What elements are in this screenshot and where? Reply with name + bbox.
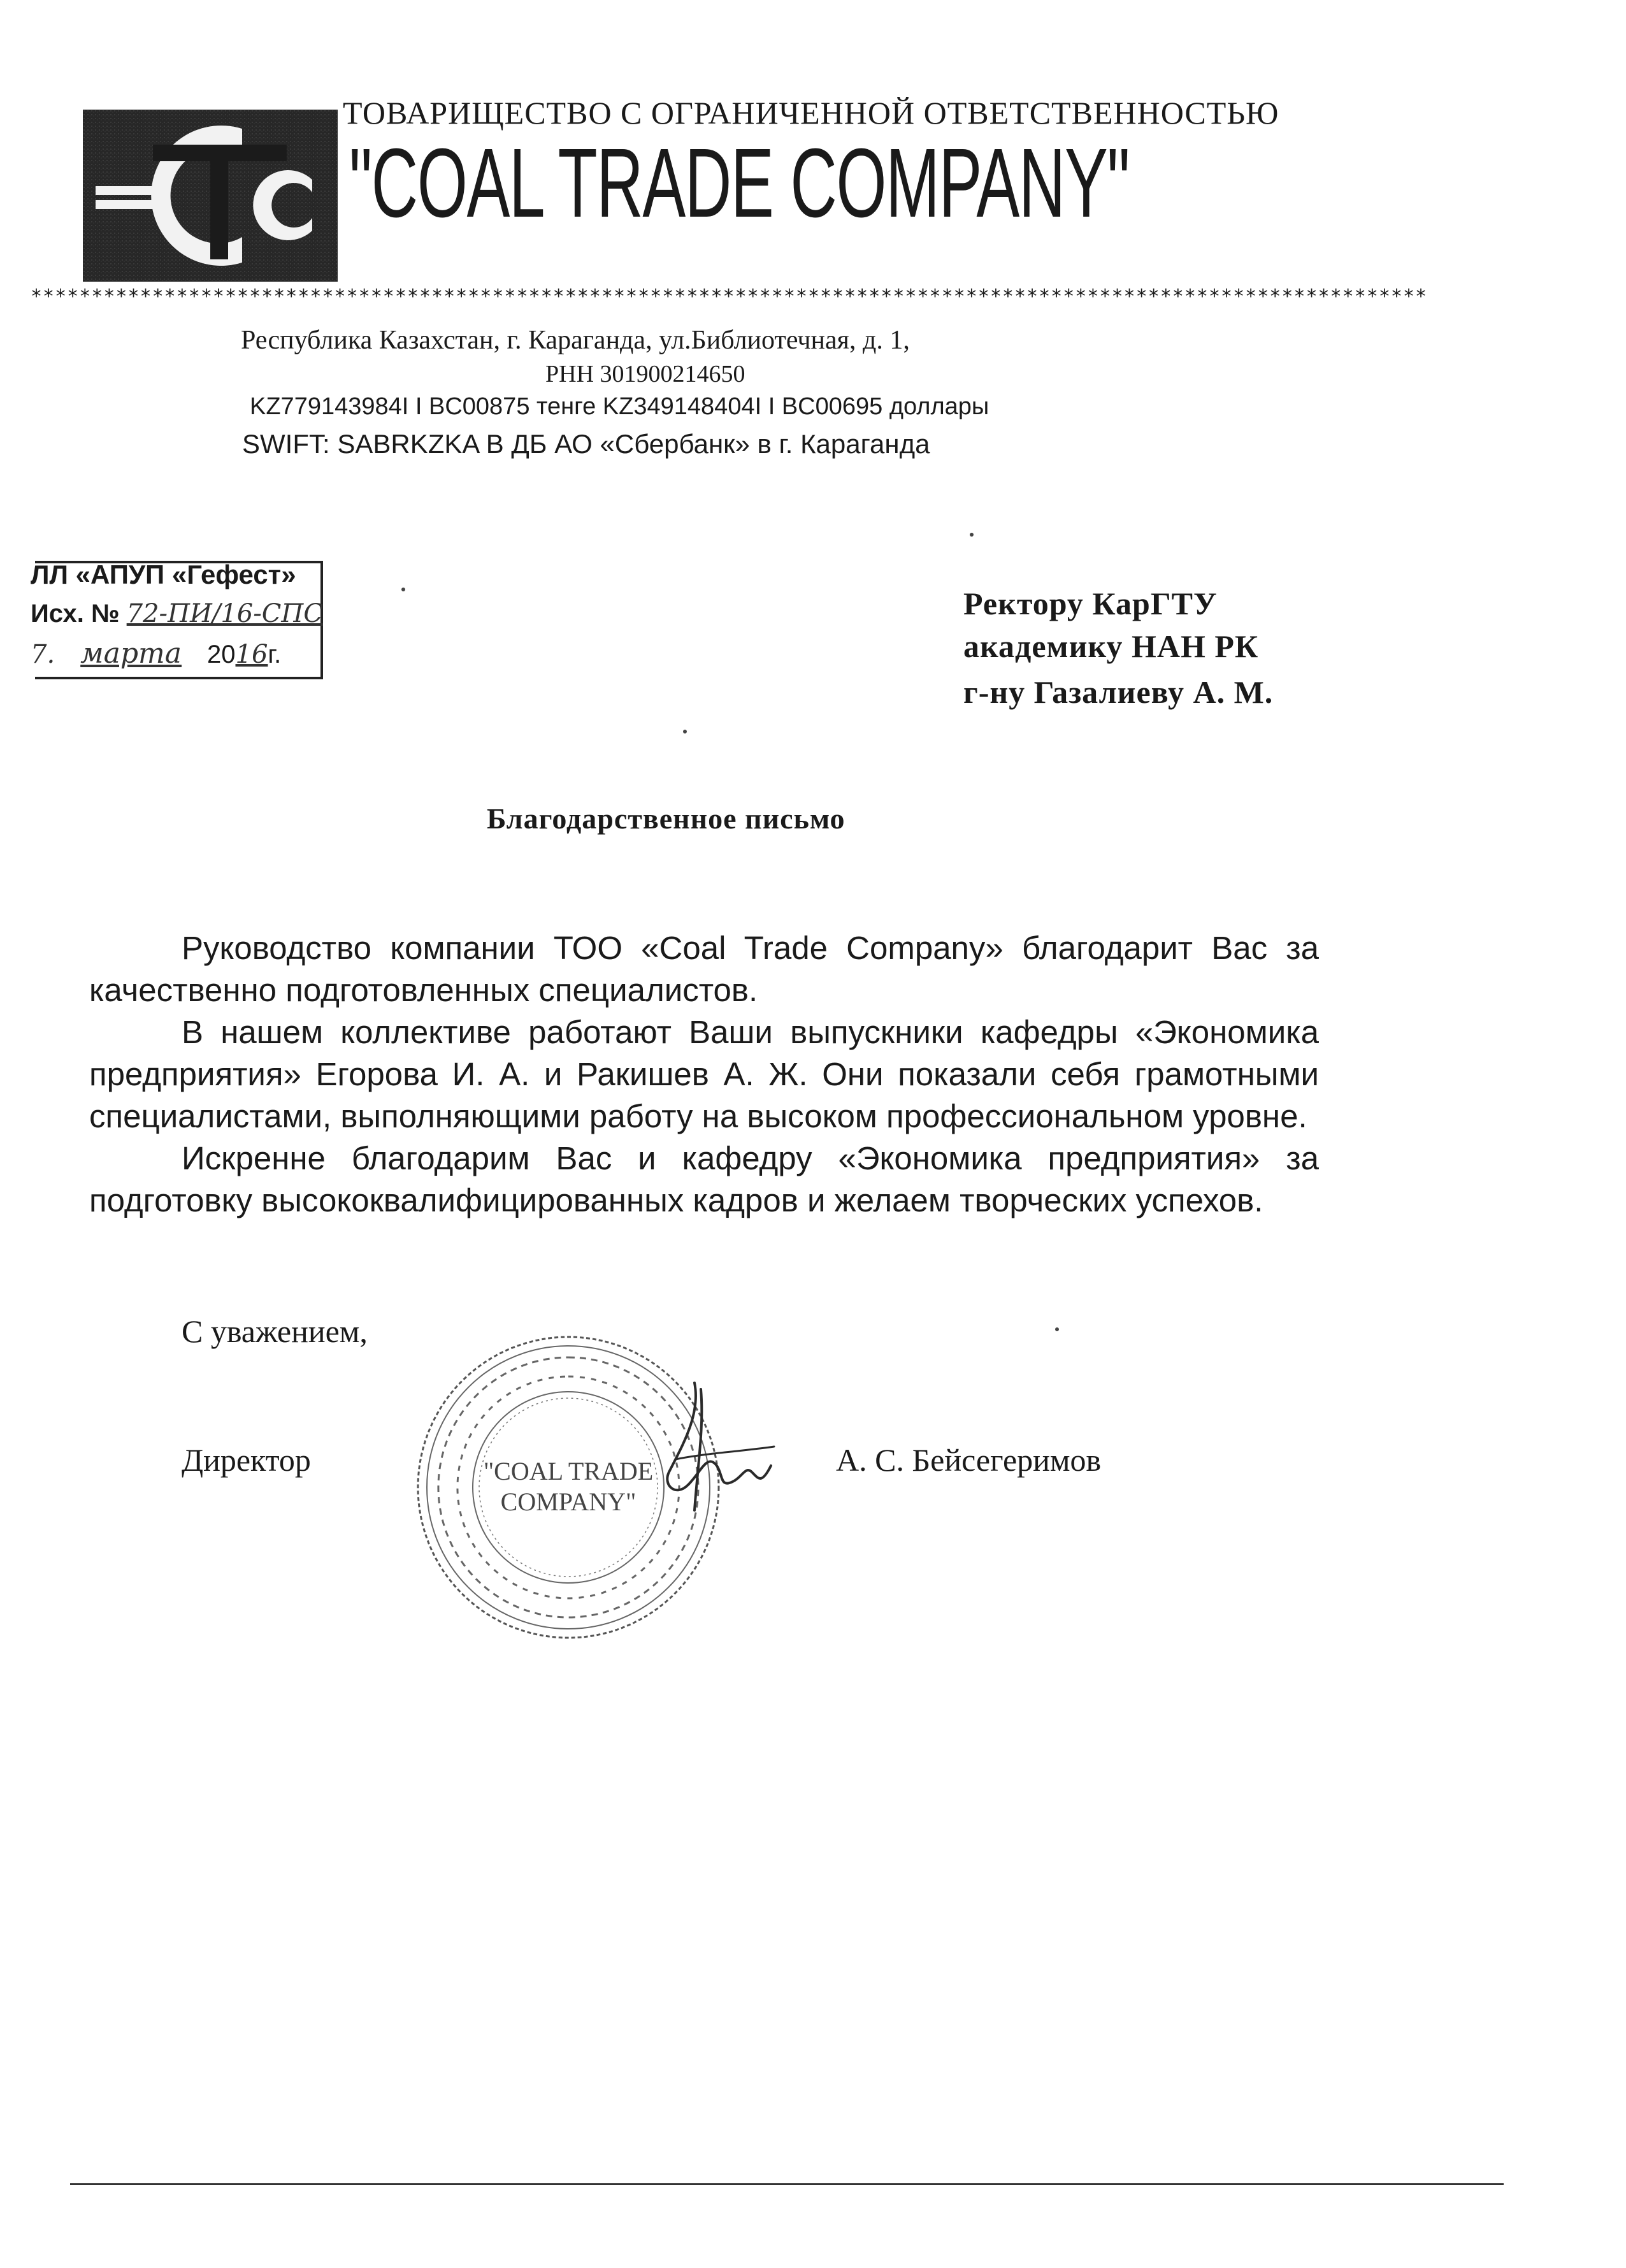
addressee-line-3: г-ну Газалиеву А. М. [963, 674, 1274, 710]
scan-speck [683, 730, 687, 733]
scan-speck [1055, 1327, 1059, 1331]
registration-date-suffix: г. [268, 640, 282, 668]
company-accounts: KZ779143984I I BC00875 тенге KZ349148404I I BC00695 доллары [250, 393, 989, 420]
company-address: Республика Казахстан, г. Караганда, ул.Библиотечная, д. 1, [241, 326, 910, 355]
body-paragraph: Руководство компании ТОО «Coal Trade Company» благодарит Вас за качественно подготовленных специалистов. [89, 930, 1319, 1008]
registration-date-year-prefix: 20 [207, 640, 236, 668]
closing-phrase: С уважением, [182, 1313, 368, 1349]
company-logo [83, 110, 338, 282]
addressee-line-2: академику НАН РК [963, 628, 1259, 664]
registration-date-day: 7. [31, 640, 55, 669]
registration-number-value: 72-ПИ/16-СПС [126, 599, 323, 628]
handwritten-signature [656, 1376, 777, 1523]
registration-number [31, 599, 323, 628]
seal-center-line-1: "COAL TRADE [483, 1457, 654, 1485]
footer-rule [70, 2183, 1504, 2185]
scan-speck [970, 533, 974, 537]
registration-date [31, 637, 281, 670]
company-rnn: РНН 301900214650 [545, 361, 745, 387]
body-paragraph: Искренне благодарим Вас и кафедру «Экономика предприятия» за подготовку высококвалифицированных кадров и желаем творческих успехов. [89, 1140, 1319, 1218]
registration-number-label: Исх. № [31, 600, 120, 628]
scan-speck [401, 588, 405, 591]
body-paragraph: В нашем коллективе работают Ваши выпускники кафедры «Экономика предприятия» Егорова И. А. и Ракишев А. Ж. Они показали себя грамотными специалистами, выполняющими работу на высоком профессиональном уровне. [89, 1014, 1319, 1134]
registration-org: ЛЛ «АПУП «Гефест» [31, 560, 296, 589]
letterhead-legal-form: ТОВАРИЩЕСТВО С ОГРАНИЧЕННОЙ ОТВЕТСТВЕННОСТЬЮ [343, 95, 1279, 131]
seal-center-line-2: COMPANY" [500, 1487, 637, 1516]
letterhead-company-name: "COAL TRADE COMPANY" [349, 128, 1130, 238]
signatory-name: А. С. Бейсегеримов [836, 1442, 1102, 1478]
registration-date-year: 16 [235, 640, 268, 669]
document-title: Благодарственное письмо [487, 802, 845, 835]
letter-body [89, 927, 1319, 1222]
addressee-line-1: Ректору КарГТУ [963, 586, 1218, 621]
registration-date-month: марта [80, 637, 182, 670]
letterhead-divider: ******************************************************************************************************************* [31, 285, 1428, 308]
signatory-title: Директор [182, 1442, 311, 1478]
company-bank: SWIFT: SABRKZKA В ДБ АО «Сбербанк» в г. Караганда [242, 429, 930, 459]
